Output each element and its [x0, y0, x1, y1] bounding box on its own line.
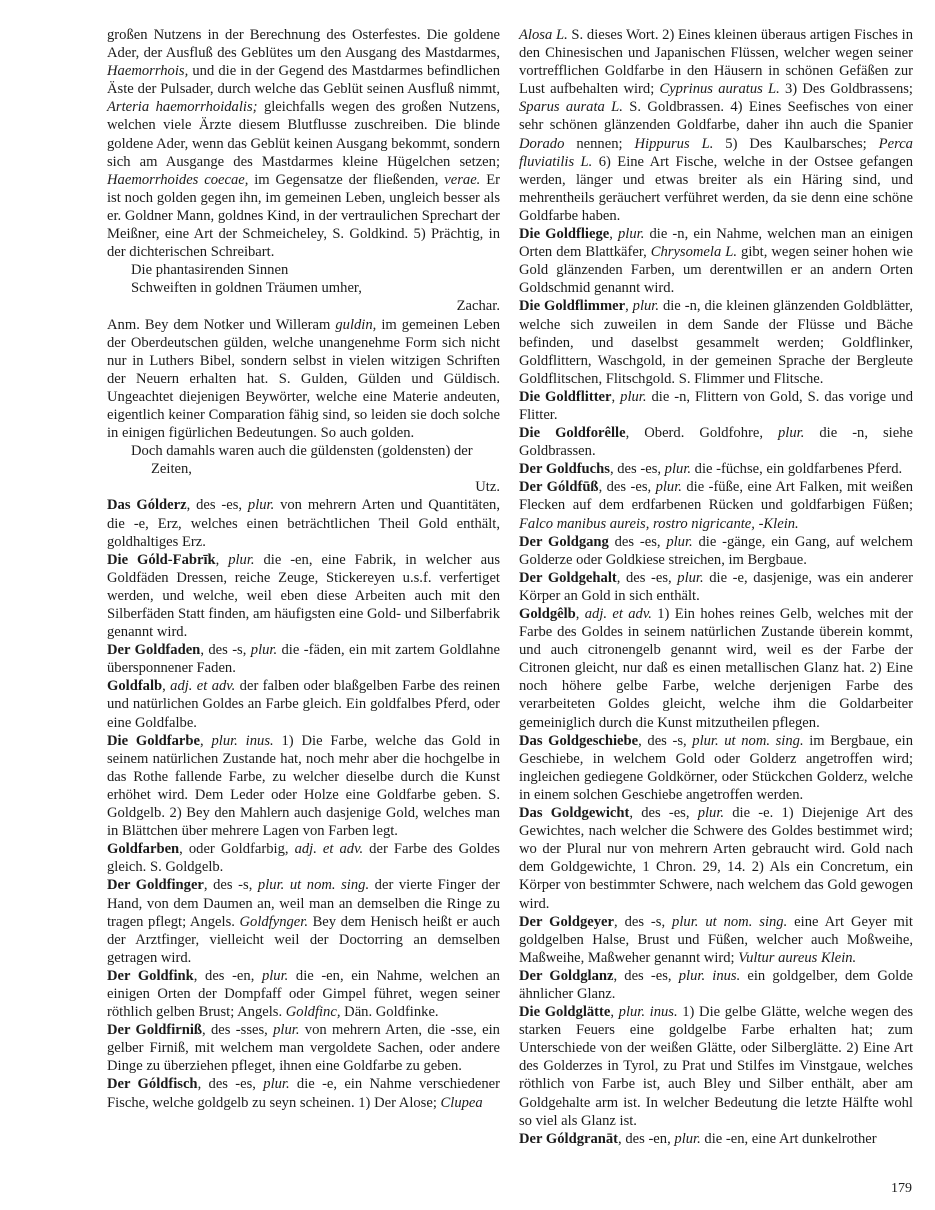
entry-headword: Goldfalb [107, 678, 163, 695]
italic-text-run: plur. [632, 298, 660, 315]
entry-headword: Der Goldfink [107, 967, 194, 984]
italic-text-run: plur. [247, 497, 275, 514]
text-run: im Bergbaue, ein Geschiebe, in welchem Gold oder Golderz angetroffen wird; ingleichen gediegene Goldkörner, oder Stückchen Golderz, welche in einem solchen Geschiebe angetroffen werden. [519, 732, 913, 803]
entry-headword: Die Goldfarbe [107, 732, 200, 749]
italic-text-run: Haemorrhoides coecae, [107, 171, 249, 188]
dictionary-entry [107, 967, 500, 1021]
text-run: , des -es, [197, 1076, 264, 1093]
right-column [519, 26, 913, 1148]
text-run: die -fäden, ein mit zartem Goldlahne übersponnener Faden. [107, 642, 500, 677]
entry-headword: Der Goldgang [519, 533, 609, 550]
text-run: von mehrern Arten, die -sse, ein gelber Firniß, mit welchem man vergoldete Sachen, oder andere Dinge zu überziehen pfleget, ihnen eine Goldfarbe zu geben. [107, 1022, 500, 1075]
text-run: der Farbe des Goldes gleich. S. Goldgelb. [107, 841, 500, 876]
text-run: , [611, 388, 621, 405]
dictionary-entry [519, 388, 913, 424]
italic-text-run: plur. [261, 967, 289, 984]
verse-line: Schweiften in goldnen Träumen umher, [131, 280, 362, 297]
text-run: im Gegensatze der fließenden, [248, 171, 445, 188]
text-run: , oder Goldfarbig, [179, 841, 295, 858]
text-run: die -n, Flittern von Gold, S. das vorige und Flitter. [519, 388, 913, 423]
entry-headword: Die Goldflimmer [519, 298, 626, 315]
italic-text-run: plur. inus. [618, 1004, 678, 1021]
dictionary-entry [107, 641, 500, 677]
dictionary-entry [519, 225, 913, 297]
italic-text-run: Arteria haemorrhoidalis; [107, 99, 258, 116]
paragraph [107, 26, 500, 261]
dictionary-entry [107, 1075, 500, 1111]
italic-text-run: plur. [620, 388, 647, 405]
entry-headword: Die Goldforêlle [519, 425, 626, 442]
italic-text-run: plur. [263, 1076, 290, 1093]
text-run: die -en, eine Fabrik, in welcher aus Goldfäden Dressen, reiche Zeuge, Stickereyen u.s.f. verfertiget werden, und welche, weil eben diese Arbeiten auch mit den Silberfäden Statt finden, am häufigsten eine Gold- und Silberfabrik genannt wird. [107, 551, 501, 641]
entry-headword: Der Goldgehalt [519, 569, 617, 586]
entry-headword: Der Góldfūß [519, 479, 599, 496]
text-run: Bey dem Henisch heißt er auch der Arztfinger, vielleicht weil der Doctorring an demselben getragen wird. [107, 913, 500, 966]
text-run: großen Nutzens in der Berechnung des Osterfestes. Die goldene Ader, der Ausfluß des Geblütes um den Ausgang des Mastdarmes, [107, 27, 500, 62]
entry-headword: Goldfarben [107, 841, 180, 858]
entry-headword: Die Goldflitter [519, 388, 612, 405]
text-run: die -en, ein Nahme, welchen an einigen Orten der Dompfaff oder Gimpel führet, wegen seiner röthlich gelben Brust; Angels. [107, 967, 500, 1021]
text-run: S. Goldbrassen. 4) Eines Seefisches von einer sehr schönen glänzenden Goldfarbe, daher ihn auch die Spanier [519, 99, 913, 134]
text-run: ein goldgelber, dem Golde ähnlicher Glanz. [519, 967, 913, 1002]
text-run: , des -es, [629, 805, 698, 822]
italic-text-run: plur. [250, 642, 278, 659]
dictionary-entry [519, 1130, 913, 1148]
dictionary-entry [107, 840, 500, 876]
text-run: die -e, dasjenige, was ein anderer Körper an Gold in sich enthält. [519, 569, 913, 604]
text-run: , des -en, [618, 1130, 675, 1147]
entry-headword: Das Goldgeschiebe [519, 732, 639, 749]
text-run: , des -es, [186, 497, 248, 514]
text-run: von mehrern Arten und Quantitäten, die -e, Erz, welches einen beträchtlichen Theil Gold enthält, goldhaltiges Erz. [107, 497, 500, 550]
verse-attribution: Zachar. [456, 298, 500, 315]
italic-text-run: adj. et adv. [584, 606, 652, 622]
text-run: , des -s, [200, 642, 251, 659]
text-run: , [575, 606, 585, 622]
entry-headword: Das Gólderz [107, 497, 187, 514]
text-run: , des -sses, [202, 1022, 274, 1039]
italic-text-run: Alosa L. [519, 27, 568, 43]
italic-text-run: Perca fluviatilis L. [519, 135, 913, 170]
italic-text-run: plur. ut nom. sing. [672, 913, 788, 930]
italic-text-run: guldin, [335, 316, 377, 333]
italic-text-run: Chrysomela L. [650, 244, 738, 261]
italic-text-run: plur. [228, 551, 255, 568]
italic-text-run: plur. [666, 533, 693, 550]
text-run: eine Art Geyer mit goldgelben Halse, Brust und Füßen, welcher auch Moßweihe, Maßweihe, Maßweher genannt wird; [519, 913, 913, 966]
text-run: die -n, ein Nahme, welchen man an einigen Orten dem Blattkäfer, [519, 226, 913, 261]
dictionary-entry [519, 732, 913, 804]
italic-text-run: Vultur aureus Klein. [738, 949, 857, 966]
entry-headword: Die Goldfliege [519, 226, 610, 243]
text-run: , [199, 732, 212, 749]
dictionary-entry [107, 1021, 500, 1075]
text-run: die -n, die kleinen glänzenden Goldblätter, welche sich zuweilen in dem Sande der Flüsse und Bäche befinden, und daselbst gesammelt werden; Goldflinker, Goldflittern, Waschgold, in der gemeinen Sprache der Bergleute Goldflitschen, Flitschgold. S. Flimmer und Flitsche. [519, 298, 913, 387]
page-number: 179 [891, 1180, 912, 1196]
verse-quote [107, 261, 500, 297]
text-run: Anm. Bey dem Notker und Willeram [107, 316, 336, 333]
dictionary-entry [519, 460, 913, 478]
dictionary-entry [519, 569, 913, 605]
entry-headword: Die Goldglätte [519, 1004, 611, 1021]
text-run: , des -s, [614, 913, 673, 930]
italic-text-run: plur. [674, 1130, 701, 1147]
text-run: , des -es, [613, 967, 679, 984]
italic-text-run: Haemorrhois, [107, 63, 189, 80]
italic-text-run: plur. [697, 805, 725, 822]
entry-headword: Goldgêlb [519, 606, 576, 622]
text-run: , [609, 226, 618, 243]
text-run: 1) Die gelbe Glätte, welche wegen des starken Feuers eine goldgelbe Farbe erhalten hat; zum Unterschiede von der weißen Glätte, oder Silberglätte. 2) Eine Art des Golderzes in Tyrol, zu Prat und Stilfes im Vinstgaue, welches röthlich von Farbe ist, auch Bley und Silber enthält, aber am Goldgehalte arm ist. In welcher Bedeutung die letzte Hälfte wohl so viel als Glanz ist. [519, 1004, 914, 1129]
italic-text-run: Goldfynger. [239, 913, 308, 930]
text-run: 3) Des Goldbrassens; [779, 81, 913, 98]
italic-text-run: verae. [444, 171, 481, 188]
text-run: gleichfalls wegen des großen Nutzens, welchen viele Ärzte diesem Blutflusse zuschreiben. Die blinde goldene Ader, wenn das Geblüt keinen Ausgang bekommt, sondern sich am Ausgange des Mastdarmes kleine Hügelchen setzen; [107, 99, 501, 170]
text-run: die -füchse, ein goldfarbenes Pferd. [691, 461, 903, 478]
text-run: , des -s, [638, 732, 693, 749]
text-run: 6) Eine Art Fische, welche in der Ostsee gefangen werden, länger und etwas breiter als ein Häring sind, und mehrentheils geräuchert verführet werden, da sie denn eine schöne Goldfarbe haben. [519, 153, 913, 224]
verse-quote [107, 442, 500, 478]
dictionary-entry [519, 297, 913, 387]
text-run: 5) Des Kaulbarsches; [713, 135, 879, 152]
verse-line: Die phantasirenden Sinnen [131, 262, 289, 279]
entry-headword: Der Goldfaden [107, 642, 201, 659]
entry-headword: Der Goldfuchs [519, 461, 610, 478]
text-run: , des -es, [598, 479, 656, 496]
dictionary-entry [107, 551, 500, 641]
paragraph [519, 26, 913, 225]
text-run: 1) Ein hohes reines Gelb, welches mit der Farbe des Goldes in seinem natürlichen Zustande überein kommt, und auch citronengelb genannt wird, weil es der Farbe der Citronen gleicht, nur daß es einen metallischen Glanz hat. 2) Eine noch höhere gelbe Farbe, welche derjenigen Farbe des verarbeiteten Goldes gleicht, welche ihm die Goldarbeiter gemeiniglich durch die Kunst mitzutheilen pflegen. [519, 606, 913, 731]
entry-headword: Die Góld-Fabrīk [107, 551, 216, 568]
dictionary-entry [519, 424, 913, 460]
italic-text-run: plur. inus. [678, 967, 741, 984]
italic-text-run: Cyprinus auratus L. [659, 81, 780, 98]
text-run: Er ist noch golden gegen ihn, im gemeinen Leben, ungleich besser als er. Goldner Mann, goldnes Kind, in der vertraulichen Sprechart der Meißner, eine Art der Schmeicheley, S. Goldkind. 5) Prächtig, in der dichterischen Schreibart. [107, 171, 500, 261]
italic-text-run: plur. [664, 461, 692, 478]
text-run: , des -en, [193, 967, 262, 984]
text-run: gibt, wegen seiner hohen wie Gold glänzenden Farben, um derentwillen er an andern Orten Goldschmid genannt wird. [519, 244, 913, 297]
italic-text-run: Sparus aurata L. [519, 99, 623, 116]
dictionary-entry [519, 967, 913, 1003]
text-run: des -es, [608, 533, 667, 550]
text-run: und die in der Gegend des Mastdarmes befindlichen Äste der Pulsader, durch welche das Geblüt seinen Ausfluß nimmt, [107, 63, 500, 98]
italic-text-run: plur. [655, 479, 682, 496]
entry-headword: Der Goldgeyer [519, 913, 614, 930]
italic-text-run: Goldfinc, [285, 1004, 341, 1021]
dictionary-entry [107, 876, 500, 966]
text-run: im gemeinen Leben der Oberdeutschen gülden, welche unangenehme Form sich nicht nur in Luthers Bibel, sondern selbst in vielen witzigen Schriften der Neuern erhalten hat. S. Gulden, Gülden und Güldisch. Ungeachtet diejenigen Beywörter, welche eine Materie andeuten, eigentlich keiner Comparation fähig sind, so leiden sie doch solche in einigen figürlichen Bedeutungen. So auch golden. [107, 316, 500, 442]
left-column [107, 26, 500, 1112]
italic-text-run: plur. ut nom. sing. [257, 877, 370, 894]
text-run: , des -s, [203, 877, 258, 894]
italic-text-run: plur. [778, 425, 805, 442]
text-run: der falben oder blaßgelben Farbe des reinen und natürlichen Goldes an Farbe gleich. Ein goldfalbes Pferd, oder eine Goldfalbe. [107, 678, 500, 731]
italic-text-run: plur. [618, 226, 645, 243]
italic-text-run: Dorado [519, 135, 565, 152]
text-run: , [610, 1004, 619, 1021]
entry-headword: Der Góldfisch [107, 1076, 198, 1093]
entry-headword: Der Goldglanz [519, 967, 614, 984]
paragraph [107, 316, 500, 443]
text-run: die -e. 1) Diejenige Art des Gewichtes, nach welcher die Schwere des Goldes bestimmet wird; wo der Plural nur von mehrern Arten gebraucht wird. Gold nach dem Goldgewichte, 1 Chron. 29, 14. 2) Als ein Concretum, ein Körper von bestimmter Schwere, nach welchem das Gold gewogen wird. [519, 805, 913, 912]
text-run: 1) Die Farbe, welche das Gold in seinem natürlichen Zustande hat, noch mehr aber die hochgelbe in das Rothe fallende Farbe, zu welcher dieselbe durch die Kunst erhöhet wird. Dem Leder oder Holze eine Goldfarbe geben. S. Goldgelb. 2) Bey den Mahlern auch dasjenige Gold, welches man in Blättchen über mehrere Lagen von Farben legt. [107, 732, 500, 840]
italic-text-run: Hippurus L. [634, 135, 714, 152]
text-run: die -n, siehe Goldbrassen. [519, 425, 913, 460]
text-run: S. dieses Wort. 2) Eines kleinen überaus artigen Fisches in den Chinesischen und Japanischen Flüssen, welcher wegen seiner vortrefflichen Goldfarbe in den Häusern in schönen Gefäßen zur Lust aufbehalten wird; [519, 27, 913, 98]
italic-text-run: Falco manibus aureis, rostro nigricante, -Klein. [519, 515, 799, 532]
dictionary-entry [519, 605, 913, 732]
italic-text-run: plur. [273, 1022, 300, 1039]
verse-line: Zeiten, [151, 461, 192, 478]
text-run: , [625, 298, 633, 315]
text-run: nennen; [564, 135, 635, 152]
verse-line: Doch damahls waren auch die güldensten (goldensten) der [131, 443, 473, 460]
italic-text-run: plur. [677, 569, 704, 586]
dictionary-entry [519, 533, 913, 569]
dictionary-entry [519, 804, 913, 913]
entry-headword: Der Goldfinger [107, 877, 204, 894]
text-run: , des -es, [609, 461, 665, 478]
dictionary-entry [107, 677, 500, 731]
text-run: , [215, 551, 229, 568]
text-run: die -en, eine Art dunkelrother [700, 1130, 877, 1147]
italic-text-run: adj. et adv. [294, 841, 364, 858]
italic-text-run: adj. et adv. [170, 678, 236, 695]
text-run: , des -es, [616, 569, 678, 586]
text-run: die -füße, eine Art Falken, mit weißen Flecken auf dem erdfarbenen Rücken und goldfarbigen Füßen; [519, 479, 914, 514]
dictionary-entry [519, 478, 913, 532]
italic-text-run: plur. ut nom. sing. [692, 732, 804, 749]
entry-headword: Das Goldgewicht [519, 805, 630, 822]
dictionary-entry [107, 732, 500, 841]
text-run: die -e, ein Nahme verschiedener Fische, welche goldgelb zu seyn scheinen. 1) Der Alose; [107, 1076, 500, 1111]
italic-text-run: plur. inus. [211, 732, 274, 749]
text-run: , [162, 678, 171, 695]
entry-headword: Der Góldgranāt [519, 1130, 619, 1147]
text-run: , Oberd. Goldfohre, [625, 425, 778, 442]
text-run: die -gänge, ein Gang, auf welchem Golderze oder Goldkiese streichen, im Bergbaue. [519, 533, 913, 568]
italic-text-run: Clupea [440, 1094, 483, 1111]
text-run: Dän. Goldfinke. [340, 1004, 439, 1021]
dictionary-entry [519, 1003, 913, 1130]
entry-headword: Der Goldfirniß [107, 1022, 203, 1039]
text-run: der vierte Finger der Hand, von dem Daumen an, weil man an demselben die Ringe zu tragen pflegt; Angels. [107, 877, 500, 930]
dictionary-entry [107, 496, 500, 550]
verse-attribution: Utz. [475, 479, 500, 496]
dictionary-entry [519, 913, 913, 967]
